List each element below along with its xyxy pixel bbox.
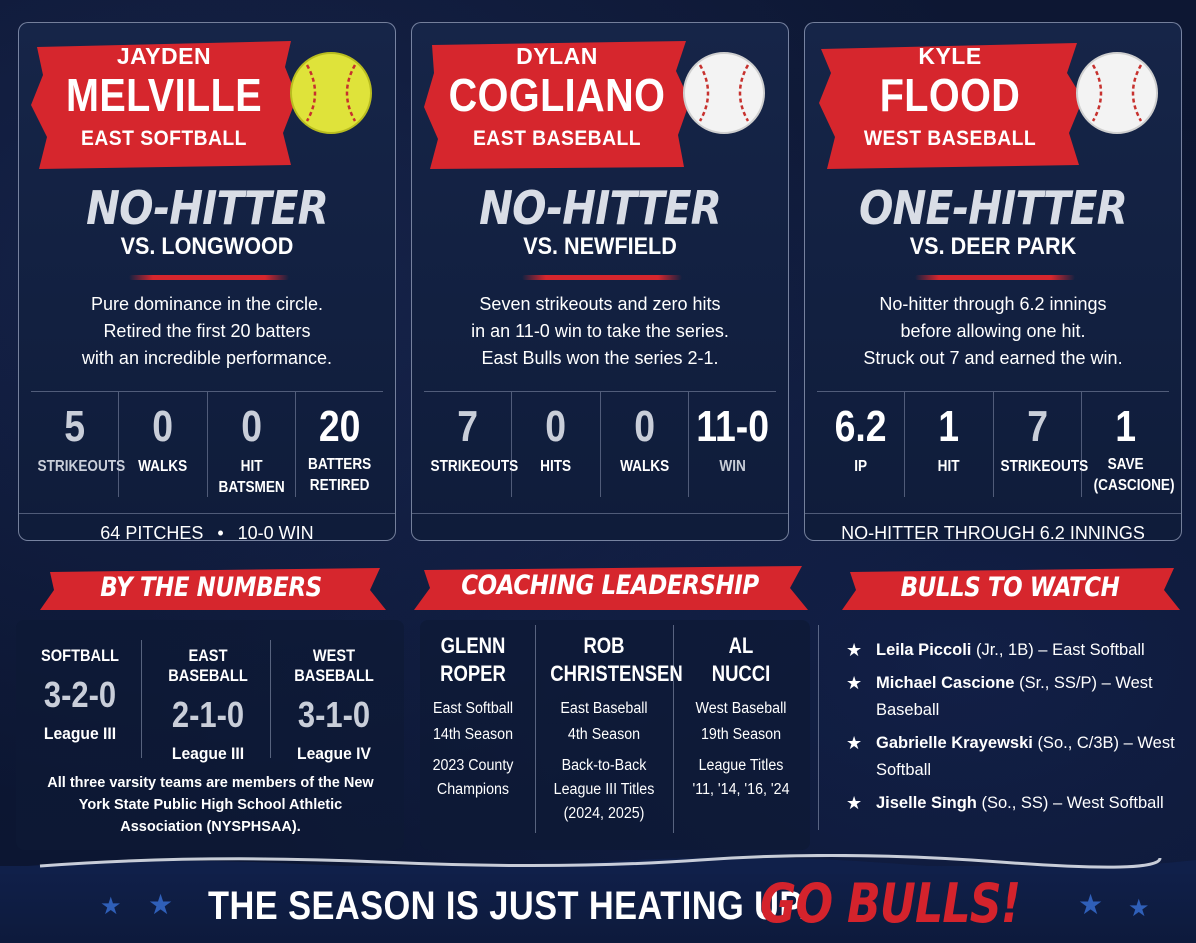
section-title: BY THE NUMBERS [100,572,322,603]
player-team: WEST BASEBALL [863,127,1037,150]
stat-innings-pitched: 6.2 IP [834,402,887,475]
player-team: EAST SOFTBALL [81,127,247,150]
star-icon: ★ [846,733,863,753]
achievement-headline: NO-HITTER [86,181,328,235]
player-card-flood [804,22,1182,541]
stat-walks: 0 WALKS [118,392,206,497]
player-team: EAST BASEBALL [472,127,642,150]
player-first-name: DYLAN [516,43,598,69]
section-banner-watch [840,566,1180,612]
record-east-baseball: EAST BASEBALL 2-1-0 League III [168,646,248,763]
star-icon: ★ [1128,895,1150,922]
achievement-headline: NO-HITTER [479,181,721,235]
player-first-name: JAYDEN [116,43,212,69]
section-title: BULLS TO WATCH [900,572,1120,603]
membership-note: All three varsity teams are members of the New York State Public High School Athletic Association (NYSPHSAA). [47,775,374,835]
player-first-name: KYLE [918,43,982,69]
baseball-icon [1075,51,1159,135]
opponent: VS. DEER PARK [909,233,1077,260]
stat-win: 11-0 WIN [688,392,776,497]
softball-icon [289,51,373,135]
player-card-melville [18,22,396,541]
record-west-baseball: WEST BASEBALL 3-1-0 League IV [294,646,374,763]
stat-row [424,391,776,497]
stat-strikeouts: 5 STRIKEOUTS [37,402,126,475]
divider [915,275,1075,280]
player-last-name: MELVILLE [65,69,263,121]
baseball-icon [682,51,766,135]
list-item: ★ Jiselle Singh (So., SS) – West Softball [846,790,1184,817]
section-banner-numbers [36,566,386,612]
go-bulls-cheer: GO BULLS! [760,872,1021,935]
stat-save: 1 SAVE (CASCIONE) [1081,392,1169,497]
tagline-message: THE SEASON IS JUST HEATING UP. [208,884,809,928]
stat-walks: 0 WALKS [600,392,688,497]
star-icon: ★ [1078,889,1104,920]
list-item: ★ Leila Piccoli (Jr., 1B) – East Softball [846,637,1184,664]
stat-strikeouts: 7 STRIKEOUTS [993,392,1081,497]
card-footer: 64 PITCHES • 10-0 WIN [100,523,314,541]
divider [522,275,682,280]
star-icon: ★ [148,889,174,920]
stat-hit: 1 HIT [904,392,992,497]
stat-hits: 0 HITS [511,392,599,497]
player-card-cogliano [411,22,789,541]
star-icon: ★ [846,673,863,693]
player-last-name: FLOOD [879,69,1021,121]
stat-hit-batsmen: 0 HIT BATSMEN [207,392,295,497]
opponent: VS. LONGWOOD [120,233,294,260]
section-banner-coaching [412,564,808,610]
card-description: Seven strikeouts and zero hits in an 11-0 win to take the series. East Bulls won the series 2-1. [471,294,729,368]
list-item: ★ Michael Cascione (Sr., SS/P) – West Baseball [846,670,1184,724]
players-to-watch-list [846,637,1184,823]
star-icon: ★ [100,893,122,920]
card-description: No-hitter through 6.2 innings before allowing one hit. Struck out 7 and earned the win. [863,294,1123,368]
achievement-headline: ONE-HITTER [859,181,1127,235]
divider [129,275,289,280]
record-softball: SOFTBALL 3-2-0 League III [41,646,119,743]
opponent: VS. NEWFIELD [523,233,677,260]
tagline-bar [0,866,1196,943]
name-banner [29,37,299,171]
name-banner [815,37,1085,171]
card-description: Pure dominance in the circle. Retired the first 20 batters with an incredible performance. [81,294,333,368]
stat-batters-retired: 20 BATTERS RETIRED [295,392,383,497]
player-last-name: COGLIANO [448,69,666,121]
coach-christensen: ROB CHRISTENSEN East Baseball 4th Season Back-to-Back League III Titles (2024, 2025) [550,633,683,822]
stat-row [31,391,383,497]
star-icon: ★ [846,640,863,660]
name-banner [422,37,692,171]
stat-strikeouts: 7 STRIKEOUTS [430,402,519,475]
coach-nucci: AL NUCCI West Baseball 19th Season League Titles '11, '14, '16, '24 [692,633,790,798]
stat-row [817,391,1175,497]
star-icon: ★ [846,793,863,813]
coach-roper: GLENN ROPER East Softball 14th Season 2023 County Champions [432,633,514,798]
list-item: ★ Gabrielle Krayewski (So., C/3B) – West Softball [846,730,1184,784]
section-title: COACHING LEADERSHIP [461,570,759,601]
card-footer: NO-HITTER THROUGH 6.2 INNINGS [841,523,1145,541]
